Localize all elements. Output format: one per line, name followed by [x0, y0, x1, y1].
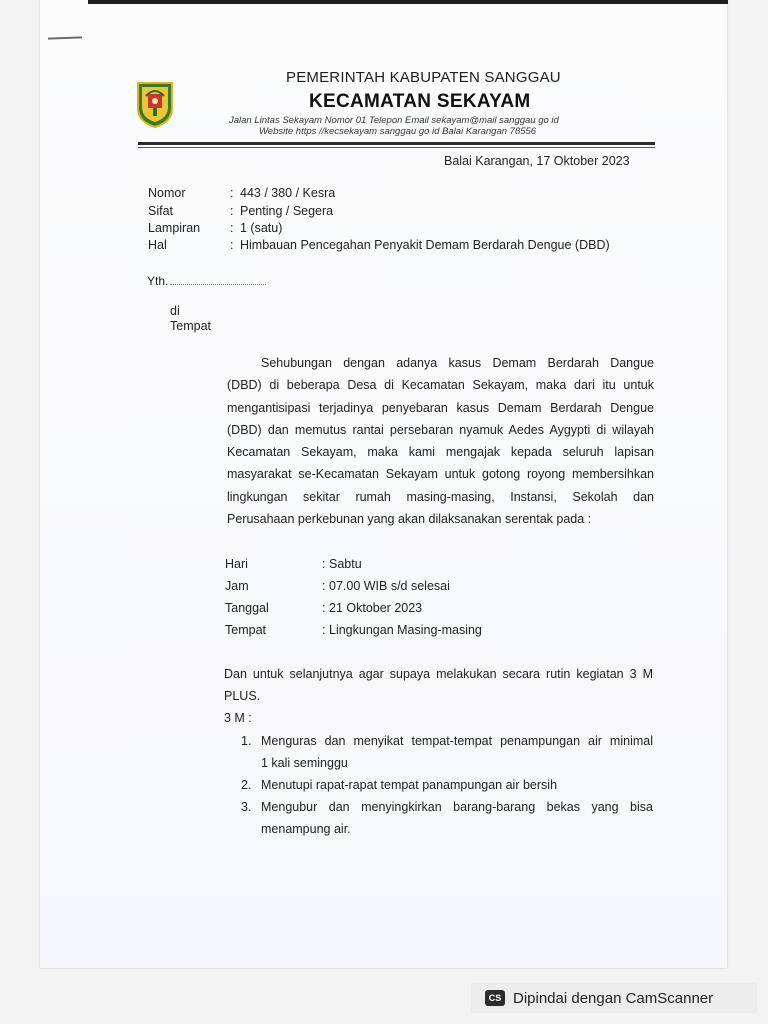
body-line: mengantisipasi terjadinya penyebaran kasus Demam Berdarah Dengue	[227, 400, 654, 415]
letter-date: Balai Karangan, 17 Oktober 2023	[444, 154, 630, 168]
schedule-label-tanggal: Tanggal	[225, 601, 269, 615]
addressee-blank	[170, 274, 266, 285]
meta-colon: :	[230, 186, 234, 200]
district-logo-icon	[136, 80, 174, 128]
schedule-colon: :	[322, 579, 326, 593]
schedule-value-hari: Sabtu	[329, 557, 362, 571]
district-name: KECAMATAN SEKAYAM	[309, 91, 531, 112]
camscanner-text: Dipindai dengan CamScanner	[513, 989, 714, 1007]
list-item-number: 1.	[241, 734, 252, 748]
meta-colon: :	[230, 221, 234, 235]
body-line: Sehubungan dengan adanya kasus Demam Berdarah Dangue	[261, 356, 654, 370]
list-item: Menutupi rapat-rapat tempat panampungan air bersih	[261, 778, 558, 792]
meta-label-lampiran: Lampiran	[148, 221, 201, 235]
schedule-label-jam: Jam	[225, 579, 249, 593]
schedule-value-tempat: Lingkungan Masing-masing	[329, 623, 482, 637]
body-line: Kecamatan Sekayam, maka kami mengajak kepada seluruh lapisan	[227, 445, 654, 460]
meta-label-sifat: Sifat	[148, 204, 174, 218]
camscanner-watermark	[471, 983, 757, 1013]
schedule-colon: :	[322, 623, 326, 637]
addressee-di: di	[170, 304, 180, 318]
meta-colon: :	[230, 204, 234, 218]
addressee-place: Tempat	[170, 319, 211, 333]
meta-label-hal: Hal	[148, 238, 167, 252]
schedule-colon: :	[322, 601, 326, 615]
yth-label: Yth.	[147, 274, 169, 288]
meta-value-hal: Himbauan Pencegahan Penyakit Demam Berdarah Dengue (DBD)	[240, 238, 610, 252]
schedule-colon: :	[322, 557, 326, 571]
schedule-label-hari: Hari	[225, 557, 248, 571]
body-line: (DBD) dan memutus rantai persebaran nyamuk Aedes Aygypti di wilayah	[227, 422, 654, 437]
body-line: masyarakat se-Kecamatan Sekayam untuk gotong royong membersihkan	[227, 467, 654, 482]
schedule-value-tanggal: 21 Oktober 2023	[329, 601, 423, 615]
schedule-label-tempat: Tempat	[225, 623, 266, 637]
list-item-continuation: menampung air.	[261, 822, 351, 836]
followup-paragraph: Dan untuk selanjutnya agar supaya melakukan secara rutin kegiatan 3 M	[224, 667, 653, 681]
scan-top-edge	[88, 0, 728, 4]
list-item-number: 2.	[241, 778, 252, 792]
addressee-line	[147, 274, 266, 288]
body-paragraph	[227, 352, 654, 530]
list-item: Mengubur dan menyingkirkan barang-barang bekas yang bisa	[261, 800, 653, 814]
meta-label-nomor: Nomor	[148, 186, 186, 200]
meta-colon: :	[230, 238, 234, 252]
meta-value-nomor: 443 / 380 / Kesra	[240, 186, 336, 200]
body-line: lingkungan sekitar rumah masing-masing, Instansi, Sekolah dan	[227, 489, 654, 504]
body-line: Perusahaan perkebunan yang akan dilaksanakan serentak pada :	[227, 512, 592, 527]
letterhead-rule-thin	[138, 147, 655, 148]
body-line: (DBD) di beberapa Desa di Kecamatan Sekayam, maka dari itu untuk	[227, 378, 654, 393]
government-name: PEMERINTAH KABUPATEN SANGGAU	[286, 69, 561, 86]
list-item-continuation: 1 kali seminggu	[261, 756, 348, 770]
schedule-value-jam: 07.00 WIB s/d selesai	[329, 579, 450, 593]
list-item: Menguras dan menyikat tempat-tempat penampungan air minimal	[261, 734, 653, 748]
letterhead-rule	[138, 142, 655, 145]
list-item-number: 3.	[241, 800, 252, 814]
camscanner-icon: CS	[485, 990, 505, 1006]
office-address: Jalan Lintas Sekayam Nomor 01 Telepon Email sekayam@mail sanggau go id	[229, 115, 559, 126]
meta-value-sifat: Penting / Segera	[240, 204, 334, 218]
followup-plus: PLUS.	[224, 689, 261, 703]
office-website: Website https //kecsekayam sanggau go id Balai Karangan 78556	[259, 126, 537, 137]
three-m-heading: 3 M :	[224, 711, 252, 725]
meta-value-lampiran: 1 (satu)	[240, 221, 283, 235]
